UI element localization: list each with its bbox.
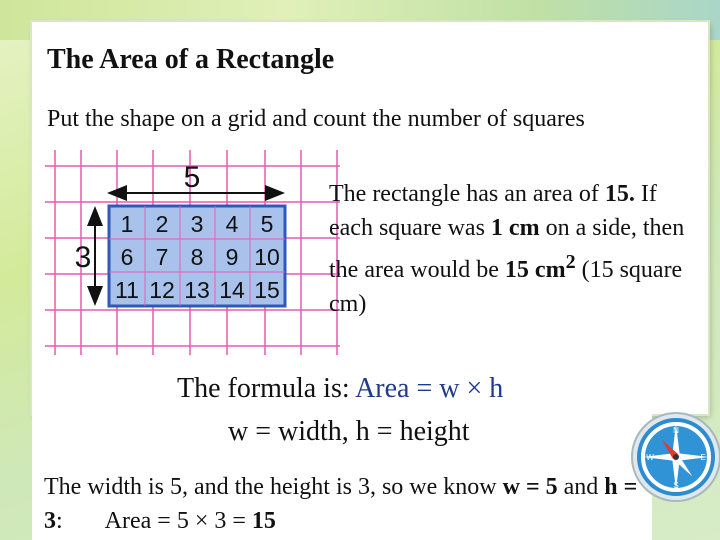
explanation-text: The rectangle has an area of xyxy=(329,181,605,207)
compass-east-label: E xyxy=(700,453,706,462)
compass-north-label: N xyxy=(673,426,679,435)
formula-definition: w = width, h = height xyxy=(228,416,470,447)
explanation-text: (15 square cm) xyxy=(329,257,683,317)
example-text: The width is 5, and the height is 3, so we know xyxy=(44,474,503,500)
slide-title: The Area of a Rectangle xyxy=(47,44,335,75)
height-label: 3 xyxy=(74,241,92,274)
explanation-bold: 15. xyxy=(604,181,635,207)
explanation-bold: 1 cm xyxy=(490,215,540,241)
squared-superscript: 2 xyxy=(565,251,576,273)
cell-number: 6 xyxy=(120,244,134,270)
area-result-text: Area = 5 × 3 = xyxy=(104,508,252,534)
cell-number: 3 xyxy=(190,211,204,237)
cell-number: 12 xyxy=(149,277,175,303)
cell-number: 10 xyxy=(254,244,280,270)
cell-number: 2 xyxy=(155,211,169,237)
cell-number: 7 xyxy=(155,244,169,270)
width-label: 5 xyxy=(183,161,201,194)
formula-line xyxy=(177,373,503,405)
width-equation: w = 5 xyxy=(502,474,558,500)
compass-svg xyxy=(626,410,720,514)
rectangle-grid-diagram xyxy=(45,150,340,355)
cell-number: 11 xyxy=(115,277,139,303)
cell-number: 14 xyxy=(219,277,245,303)
area-result-value: 15 xyxy=(251,508,276,534)
compass-west-label: W xyxy=(646,453,654,462)
grid-svg xyxy=(45,150,340,355)
example-text: and xyxy=(557,474,605,500)
compass-icon xyxy=(626,410,720,514)
explanation-bold: 15 cm xyxy=(504,257,566,283)
cell-number: 5 xyxy=(260,211,274,237)
formula-expression: Area = w × h xyxy=(355,373,504,404)
area-explanation xyxy=(329,177,699,321)
explanation-text: on a side, then the area would be xyxy=(329,215,685,283)
cell-number: 9 xyxy=(225,244,239,270)
example-text: : xyxy=(56,508,63,534)
cell-number: 1 xyxy=(120,211,134,237)
explanation-text: If each square was xyxy=(329,181,657,241)
cell-number: 13 xyxy=(184,277,210,303)
worked-example xyxy=(44,470,720,538)
cell-number: 4 xyxy=(225,211,239,237)
cell-number: 8 xyxy=(190,244,204,270)
cell-number: 15 xyxy=(254,277,280,303)
formula-prefix: The formula is: xyxy=(177,373,356,404)
compass-south-label: S xyxy=(673,481,679,490)
slide-subtitle: Put the shape on a grid and count the number of squares xyxy=(47,106,585,132)
height-equation: h = 3 xyxy=(44,474,638,534)
